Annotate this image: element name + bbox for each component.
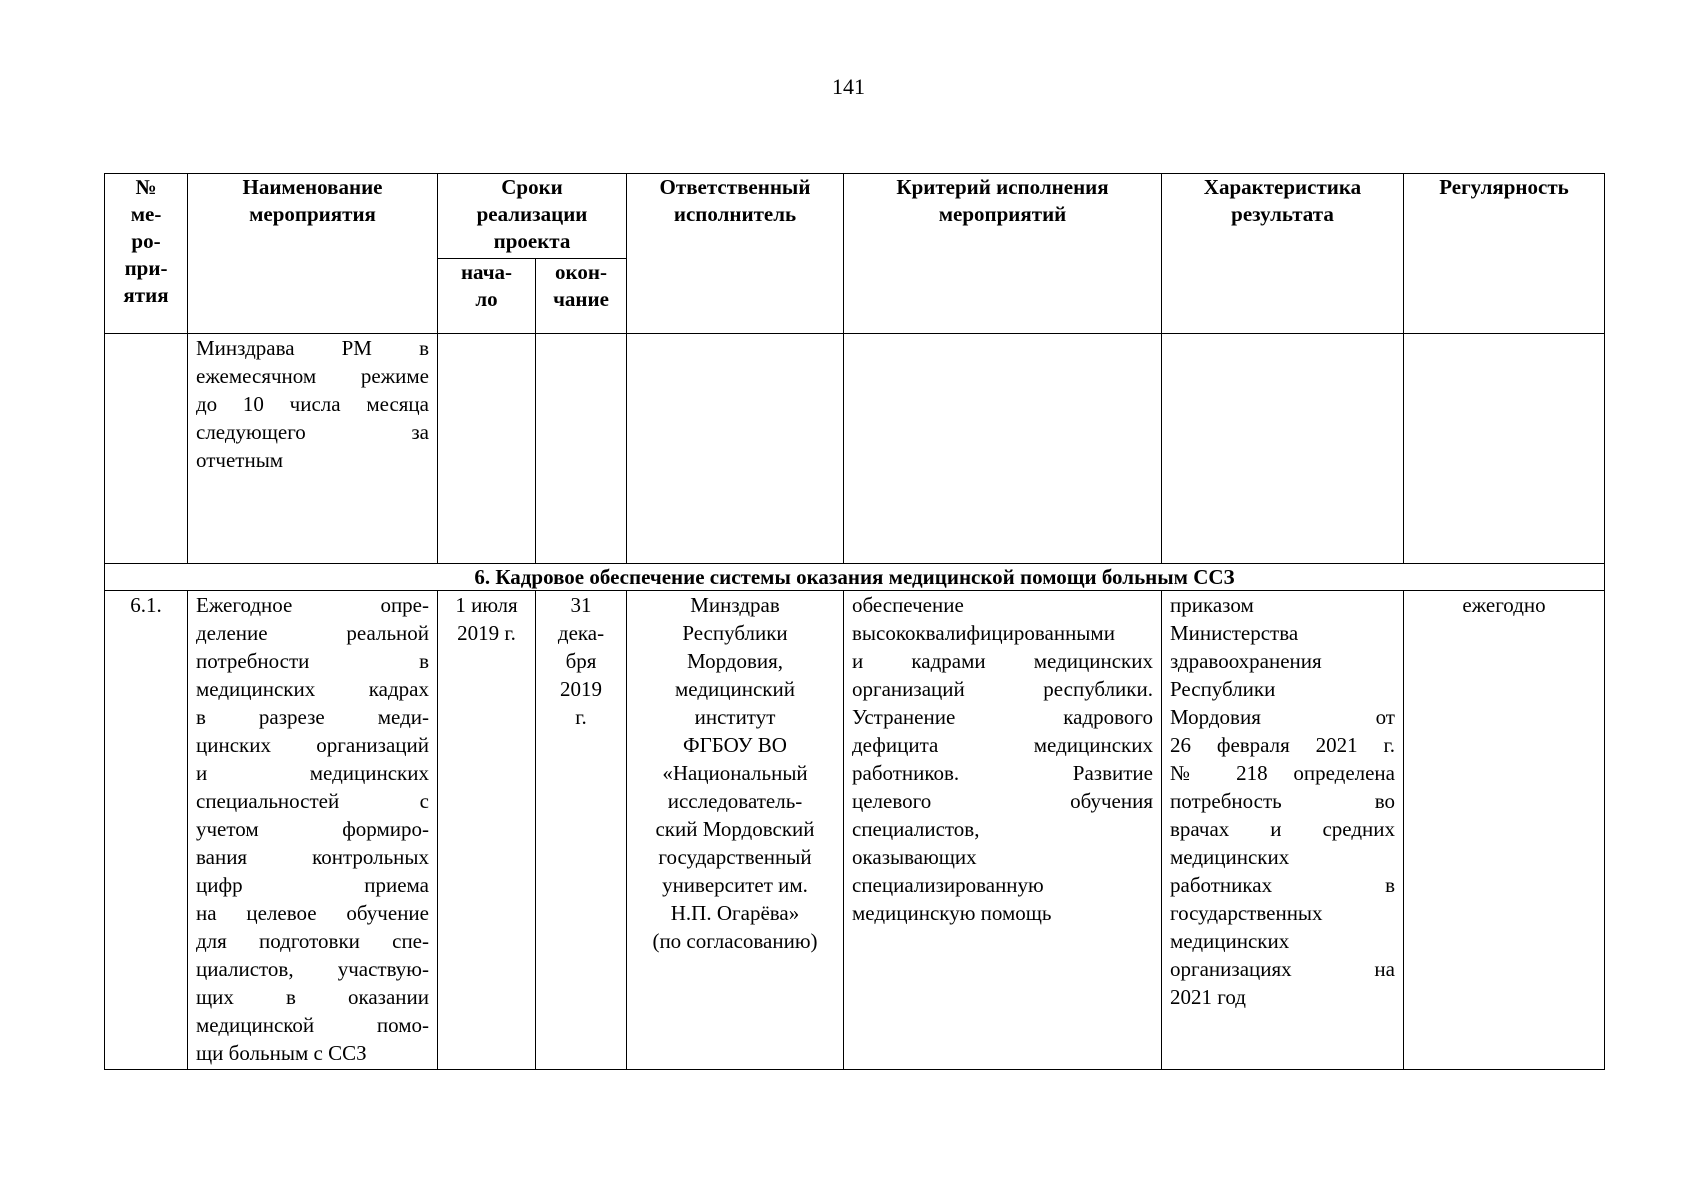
cell-line: циалистов, участвую- [196,957,429,981]
cell-start [438,591,536,1070]
cell-num [105,334,188,564]
cell-line: организациях на [1170,957,1395,981]
header-start [438,259,536,334]
header-criterion [844,174,1162,334]
cell-line: врачах и средних [1170,817,1395,841]
cell-line: медицинскую помощь [852,901,1052,925]
cell-line: вания контрольных [196,845,429,869]
cell-line: Устранение кадрового [852,705,1153,729]
cell-line: г. [575,705,587,729]
cell-result [1162,591,1404,1070]
cell-line: проекта [493,229,571,253]
cell-line: ежемесячном режиме [196,364,429,388]
cell-line: дека- [557,621,605,645]
cell-line: на целевое обучение [196,901,429,925]
header-result [1162,174,1404,334]
cell-line: организаций республики. [852,677,1153,701]
header-terms [438,174,627,259]
cell-end [536,334,627,564]
cell-line: Минздрава РМ в [196,336,429,360]
cell-criterion [844,334,1162,564]
cell-line: щи больным с ССЗ [196,1041,367,1065]
cell-line: чание [553,287,609,311]
cell-line: ро- [131,229,161,253]
cell-line: ме- [130,202,162,226]
activities-table [104,173,1605,1070]
cell-line: исследователь- [667,789,803,813]
cell-line: ский Мордовский [655,817,815,841]
cell-line: обеспечение [852,593,964,617]
cell-line: деление реальной [196,621,429,645]
cell-line: работников. Развитие [852,761,1153,785]
cell-line: оказывающих [852,845,977,869]
cell-line: для подготовки спе- [196,929,429,953]
cell-line: специалистов, [852,817,980,841]
cell-regularity: ежегодно [1404,591,1605,1070]
cell-line: «Национальный [662,761,808,785]
table-header-row [105,174,1605,259]
cell-line: государственный [658,845,812,869]
cell-line: потребности в [196,649,429,673]
cell-line: высококвалифицированными [852,621,1115,645]
cell-line: учетом формиро- [196,817,429,841]
cell-line: Н.П. Огарёва» [670,901,800,925]
cell-line: цифр приема [196,873,429,897]
cell-line: Сроки [501,175,563,199]
cell-line: (по согласованию) [652,929,818,953]
cell-line: бря [565,649,597,673]
section-title: 6. Кадровое обеспечение системы оказания медицинской помощи больным ССЗ [105,564,1605,591]
cell-criterion [844,591,1162,1070]
cell-line: 2021 год [1170,985,1246,1009]
cell-line: ФГБОУ ВО [683,733,787,757]
cell-line: 31 [570,593,592,617]
cell-line: № 218 определена [1170,761,1395,785]
cell-num: 6.1. [105,591,188,1070]
header-responsible [627,174,844,334]
cell-name [188,591,438,1070]
cell-line: медицинских [1170,845,1290,869]
cell-line: медицинской помо- [196,1013,429,1037]
cell-line: Мордовия от [1170,705,1395,729]
cell-end [536,591,627,1070]
cell-line: институт [694,705,776,729]
cell-line: ло [475,287,498,311]
cell-line: до 10 числа месяца [196,392,429,416]
cell-line: Министерства [1170,621,1299,645]
cell-line: Минздрав [690,593,780,617]
cell-name [188,334,438,564]
cell-line: Характеристика [1203,175,1362,199]
cell-line: Мордовия, [686,649,784,673]
cell-line: Ответственный [659,175,811,199]
header-regularity: Регулярность [1404,174,1605,334]
header-number [105,174,188,334]
cell-line: Критерий исполнения [896,175,1109,199]
cell-line: 1 июля [455,593,518,617]
cell-responsible [627,334,844,564]
cell-line: Ежегодное опре- [196,593,429,617]
cell-line: щих в оказании [196,985,429,1009]
cell-line: 26 февраля 2021 г. [1170,733,1395,757]
cell-line: 2019 [560,677,602,701]
cell-line: медицинских [1170,929,1290,953]
header-name [188,174,438,334]
cell-line: специальностей с [196,789,429,813]
cell-start [438,334,536,564]
section-row [105,564,1605,591]
cell-line: и кадрами медицинских [852,649,1153,673]
cell-line: университет им. [662,873,808,897]
cell-line: здравоохранения [1170,649,1322,673]
cell-line: в разрезе меди- [196,705,429,729]
cell-line: мероприятий [938,202,1067,226]
cell-responsible [627,591,844,1070]
header-end [536,259,627,334]
cell-line: приказом [1170,593,1254,617]
cell-line: целевого обучения [852,789,1153,813]
cell-line: Республики [1170,677,1276,701]
cell-line: Республики [682,621,788,645]
cell-regularity [1404,334,1605,564]
cell-line: мероприятия [249,202,376,226]
cell-line: ятия [123,283,169,307]
cell-line: государственных [1170,901,1323,925]
cell-line: нача- [460,260,513,284]
cell-line: цинских организаций [196,733,429,757]
cell-line: медицинский [675,677,795,701]
cell-result [1162,334,1404,564]
cell-line: и медицинских [196,761,429,785]
cell-line: результата [1231,202,1334,226]
cell-line: работниках в [1170,873,1395,897]
table-row [105,591,1605,1070]
cell-line: реализации [476,202,588,226]
cell-line: № [135,175,157,199]
page-number: 141 [832,74,865,99]
cell-line: дефицита медицинских [852,733,1153,757]
cell-line: потребность во [1170,789,1395,813]
cell-line: окон- [555,260,607,284]
cell-line: Наименование [242,175,383,199]
table-row-continuation [105,334,1605,564]
cell-line: специализированную [852,873,1044,897]
cell-line: отчетным [196,448,284,472]
cell-line: следующего за [196,420,429,444]
cell-line: исполнитель [673,202,797,226]
cell-line: медицинских кадрах [196,677,429,701]
cell-line: при- [124,256,168,280]
cell-line: 2019 г. [457,621,516,645]
